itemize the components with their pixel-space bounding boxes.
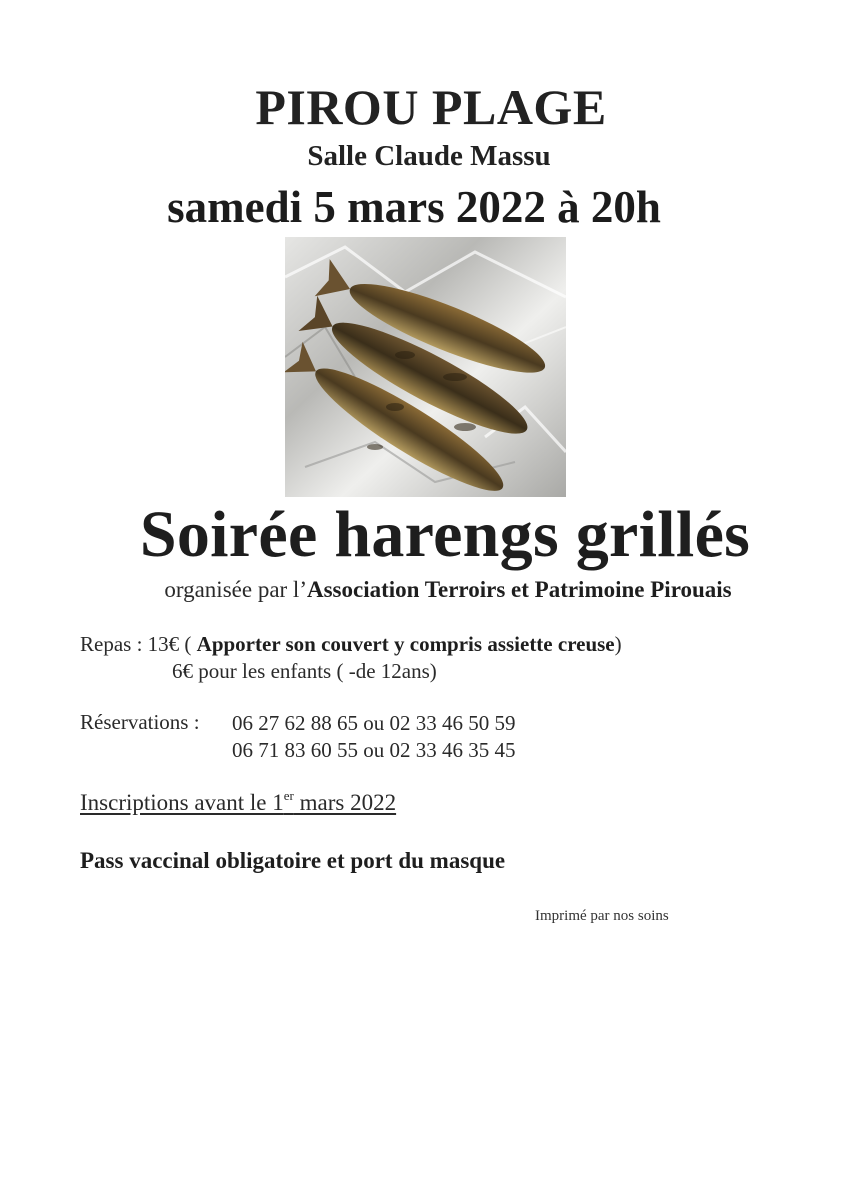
event-date: samedi 5 mars 2022 à 20h <box>167 182 661 232</box>
organiser-name: Association Terroirs et Patrimoine Pirouais <box>307 577 732 602</box>
organiser-prefix: organisée par l’ <box>164 577 307 602</box>
registration-suffix: mars 2022 <box>293 790 397 815</box>
meal-price-prefix: Repas : 13€ ( <box>80 632 197 656</box>
printed-by-note: Imprimé par nos soins <box>535 908 669 924</box>
grilled-herrings-illustration <box>285 237 566 497</box>
reservation-phones-2: 06 71 83 60 55 ou 02 33 46 35 45 <box>232 738 516 762</box>
grilled-herrings-photo <box>285 237 566 497</box>
venue-name: Salle Claude Massu <box>307 140 551 172</box>
organiser-line <box>0 577 848 603</box>
registration-superscript: er <box>283 788 294 803</box>
poster-title: PIROU PLAGE <box>255 79 607 135</box>
meal-price-note: Apporter son couvert y compris assiette creuse <box>196 632 615 656</box>
registration-deadline <box>80 790 396 816</box>
meal-price-suffix: ) <box>614 632 622 656</box>
meal-price-line <box>80 632 622 657</box>
registration-prefix: Inscriptions avant le 1 <box>80 790 284 815</box>
health-notice: Pass vaccinal obligatoire et port du masque <box>80 848 506 873</box>
event-name: Soirée harengs grillés <box>139 498 751 571</box>
reservations-label: Réservations : <box>80 710 200 734</box>
children-price-line: 6€ pour les enfants ( -de 12ans) <box>172 659 437 683</box>
reservation-phones-1: 06 27 62 88 65 ou 02 33 46 50 59 <box>232 711 516 735</box>
